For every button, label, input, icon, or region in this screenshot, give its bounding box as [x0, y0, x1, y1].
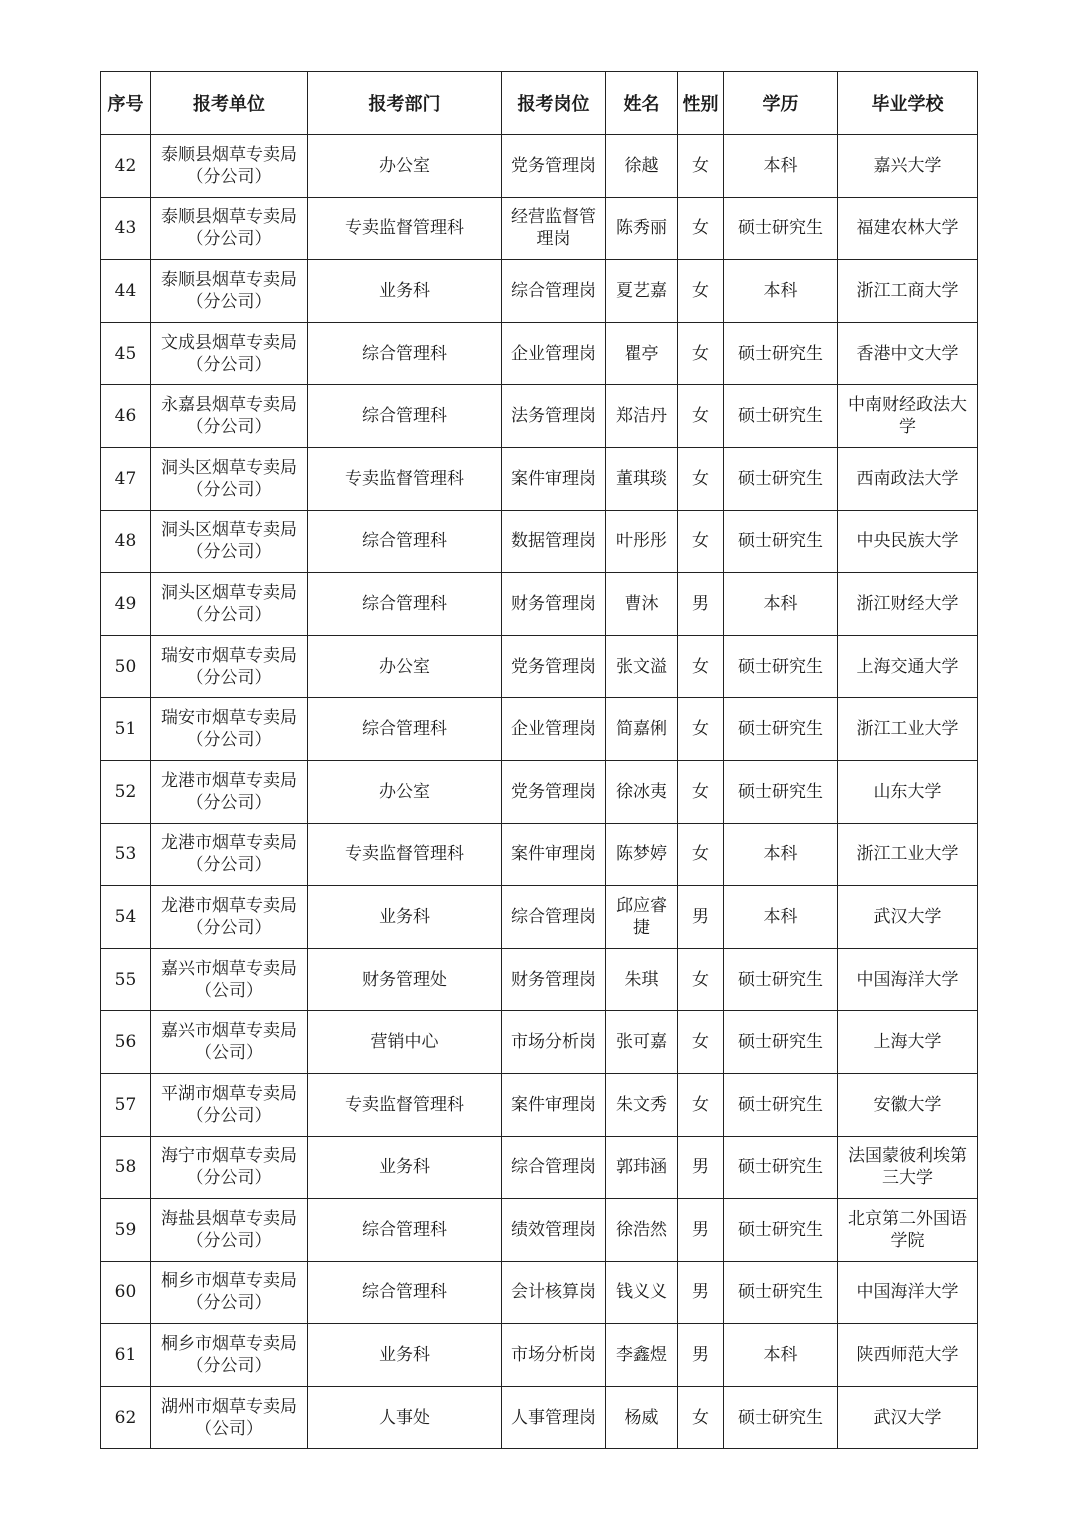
cell-no: 51	[101, 698, 151, 761]
table-row	[101, 1324, 978, 1387]
cell-department: 综合管理科	[308, 322, 502, 385]
table-row	[101, 1136, 978, 1199]
table-row	[101, 135, 978, 198]
cell-post: 市场分析岗	[502, 1324, 606, 1387]
cell-school: 香港中文大学	[838, 322, 978, 385]
cell-name: 郑洁丹	[606, 385, 678, 448]
cell-gender: 女	[678, 1073, 724, 1136]
table-row	[101, 1011, 978, 1074]
cell-post: 党务管理岗	[502, 635, 606, 698]
unit-name: 龙港市烟草专卖局	[161, 895, 297, 916]
cell-unit	[151, 322, 308, 385]
cell-school: 中央民族大学	[838, 510, 978, 573]
cell-post: 企业管理岗	[502, 322, 606, 385]
unit-name: 泰顺县烟草专卖局	[161, 144, 297, 165]
cell-no: 48	[101, 510, 151, 573]
table-row	[101, 1073, 978, 1136]
unit-branch: （分公司）	[186, 667, 272, 688]
cell-post: 会计核算岗	[502, 1261, 606, 1324]
cell-department: 综合管理科	[308, 1261, 502, 1324]
cell-school: 嘉兴大学	[838, 135, 978, 198]
cell-department: 业务科	[308, 1324, 502, 1387]
cell-education: 硕士研究生	[724, 635, 838, 698]
unit-branch: （公司）	[195, 1043, 263, 1064]
cell-no: 54	[101, 886, 151, 949]
cell-gender: 女	[678, 197, 724, 260]
cell-name: 李鑫煜	[606, 1324, 678, 1387]
cell-no: 60	[101, 1261, 151, 1324]
cell-education: 硕士研究生	[724, 1073, 838, 1136]
cell-department: 综合管理科	[308, 698, 502, 761]
cell-school: 法国蒙彼利埃第三大学	[838, 1136, 978, 1199]
unit-name: 龙港市烟草专卖局	[161, 770, 297, 791]
header-post: 报考岗位	[502, 72, 606, 135]
cell-name: 董琪琰	[606, 447, 678, 510]
cell-gender: 男	[678, 1136, 724, 1199]
cell-post: 党务管理岗	[502, 760, 606, 823]
table-row	[101, 1386, 978, 1449]
header-education: 学历	[724, 72, 838, 135]
cell-post: 综合管理岗	[502, 260, 606, 323]
cell-department: 人事处	[308, 1386, 502, 1449]
cell-school: 安徽大学	[838, 1073, 978, 1136]
cell-department: 综合管理科	[308, 385, 502, 448]
cell-no: 62	[101, 1386, 151, 1449]
unit-name: 洞头区烟草专卖局	[161, 520, 297, 541]
cell-post: 综合管理岗	[502, 1136, 606, 1199]
unit-branch: （公司）	[195, 1418, 263, 1439]
unit-name: 瑞安市烟草专卖局	[161, 645, 297, 666]
cell-name: 曹沐	[606, 573, 678, 636]
cell-name: 张文溢	[606, 635, 678, 698]
cell-unit	[151, 573, 308, 636]
unit-branch: （分公司）	[186, 291, 272, 312]
cell-gender: 女	[678, 135, 724, 198]
cell-education: 硕士研究生	[724, 948, 838, 1011]
cell-education: 硕士研究生	[724, 322, 838, 385]
cell-gender: 女	[678, 260, 724, 323]
unit-branch: （分公司）	[186, 730, 272, 751]
cell-gender: 女	[678, 385, 724, 448]
table-row	[101, 760, 978, 823]
cell-no: 43	[101, 197, 151, 260]
unit-name: 海盐县烟草专卖局	[161, 1208, 297, 1229]
unit-branch: （分公司）	[186, 417, 272, 438]
cell-unit	[151, 1136, 308, 1199]
cell-unit	[151, 1073, 308, 1136]
cell-unit	[151, 1386, 308, 1449]
cell-education: 本科	[724, 135, 838, 198]
cell-name: 陈梦婷	[606, 823, 678, 886]
cell-education: 硕士研究生	[724, 197, 838, 260]
cell-post: 经营监督管理岗	[502, 197, 606, 260]
cell-gender: 女	[678, 698, 724, 761]
cell-education: 本科	[724, 886, 838, 949]
cell-gender: 女	[678, 447, 724, 510]
cell-no: 58	[101, 1136, 151, 1199]
cell-school: 中国海洋大学	[838, 1261, 978, 1324]
cell-department: 业务科	[308, 1136, 502, 1199]
cell-department: 业务科	[308, 260, 502, 323]
cell-name: 徐冰夷	[606, 760, 678, 823]
recruitment-list-sheet	[100, 71, 977, 1449]
cell-no: 42	[101, 135, 151, 198]
unit-branch: （分公司）	[186, 542, 272, 563]
unit-branch: （分公司）	[186, 792, 272, 813]
cell-school: 北京第二外国语学院	[838, 1199, 978, 1262]
cell-no: 45	[101, 322, 151, 385]
table-row	[101, 385, 978, 448]
cell-post: 市场分析岗	[502, 1011, 606, 1074]
cell-department: 办公室	[308, 135, 502, 198]
cell-department: 综合管理科	[308, 1199, 502, 1262]
cell-school: 浙江工业大学	[838, 823, 978, 886]
unit-branch: （分公司）	[186, 166, 272, 187]
table-row	[101, 573, 978, 636]
unit-name: 文成县烟草专卖局	[161, 332, 297, 353]
table-row	[101, 886, 978, 949]
unit-branch: （分公司）	[186, 1356, 272, 1377]
cell-no: 61	[101, 1324, 151, 1387]
cell-gender: 女	[678, 510, 724, 573]
cell-department: 办公室	[308, 760, 502, 823]
table-row	[101, 698, 978, 761]
cell-post: 党务管理岗	[502, 135, 606, 198]
header-gender: 性别	[678, 72, 724, 135]
cell-school: 西南政法大学	[838, 447, 978, 510]
cell-school: 武汉大学	[838, 1386, 978, 1449]
cell-education: 硕士研究生	[724, 510, 838, 573]
cell-education: 硕士研究生	[724, 698, 838, 761]
cell-no: 46	[101, 385, 151, 448]
table-row	[101, 510, 978, 573]
unit-name: 嘉兴市烟草专卖局	[161, 1021, 297, 1042]
cell-unit	[151, 948, 308, 1011]
cell-unit	[151, 1199, 308, 1262]
cell-education: 本科	[724, 260, 838, 323]
cell-school: 武汉大学	[838, 886, 978, 949]
unit-name: 海宁市烟草专卖局	[161, 1146, 297, 1167]
unit-branch: （分公司）	[186, 479, 272, 500]
unit-name: 泰顺县烟草专卖局	[161, 269, 297, 290]
cell-no: 52	[101, 760, 151, 823]
cell-education: 硕士研究生	[724, 1136, 838, 1199]
table-row	[101, 197, 978, 260]
unit-name: 嘉兴市烟草专卖局	[161, 958, 297, 979]
cell-no: 53	[101, 823, 151, 886]
cell-unit	[151, 447, 308, 510]
header-no: 序号	[101, 72, 151, 135]
cell-education: 硕士研究生	[724, 1199, 838, 1262]
cell-education: 硕士研究生	[724, 760, 838, 823]
cell-unit	[151, 385, 308, 448]
cell-department: 财务管理处	[308, 948, 502, 1011]
cell-name: 朱琪	[606, 948, 678, 1011]
cell-unit	[151, 510, 308, 573]
unit-branch: （分公司）	[186, 1168, 272, 1189]
cell-department: 业务科	[308, 886, 502, 949]
cell-school: 上海交通大学	[838, 635, 978, 698]
table-row	[101, 823, 978, 886]
cell-unit	[151, 135, 308, 198]
cell-name: 张可嘉	[606, 1011, 678, 1074]
unit-name: 湖州市烟草专卖局	[161, 1396, 297, 1417]
cell-post: 案件审理岗	[502, 823, 606, 886]
unit-branch: （分公司）	[186, 1230, 272, 1251]
cell-no: 50	[101, 635, 151, 698]
table-header-row	[101, 72, 978, 135]
cell-education: 本科	[724, 1324, 838, 1387]
cell-school: 福建农林大学	[838, 197, 978, 260]
cell-no: 44	[101, 260, 151, 323]
unit-name: 永嘉县烟草专卖局	[161, 395, 297, 416]
unit-branch: （分公司）	[186, 354, 272, 375]
cell-school: 浙江工业大学	[838, 698, 978, 761]
cell-unit	[151, 698, 308, 761]
cell-school: 浙江工商大学	[838, 260, 978, 323]
cell-name: 徐浩然	[606, 1199, 678, 1262]
cell-gender: 女	[678, 1011, 724, 1074]
header-unit: 报考单位	[151, 72, 308, 135]
cell-name: 简嘉俐	[606, 698, 678, 761]
unit-branch: （分公司）	[186, 1105, 272, 1126]
unit-name: 桐乡市烟草专卖局	[161, 1271, 297, 1292]
cell-department: 综合管理科	[308, 573, 502, 636]
cell-post: 人事管理岗	[502, 1386, 606, 1449]
unit-name: 桐乡市烟草专卖局	[161, 1334, 297, 1355]
unit-branch: （分公司）	[186, 229, 272, 250]
cell-gender: 男	[678, 886, 724, 949]
table-row	[101, 635, 978, 698]
cell-name: 夏艺嘉	[606, 260, 678, 323]
cell-department: 专卖监督管理科	[308, 197, 502, 260]
cell-education: 本科	[724, 573, 838, 636]
cell-education: 硕士研究生	[724, 447, 838, 510]
cell-gender: 男	[678, 1324, 724, 1387]
cell-school: 浙江财经大学	[838, 573, 978, 636]
cell-post: 企业管理岗	[502, 698, 606, 761]
cell-post: 财务管理岗	[502, 948, 606, 1011]
cell-gender: 女	[678, 948, 724, 1011]
cell-unit	[151, 197, 308, 260]
cell-department: 专卖监督管理科	[308, 823, 502, 886]
unit-name: 龙港市烟草专卖局	[161, 833, 297, 854]
cell-school: 陕西师范大学	[838, 1324, 978, 1387]
cell-education: 硕士研究生	[724, 1386, 838, 1449]
cell-no: 57	[101, 1073, 151, 1136]
unit-name: 平湖市烟草专卖局	[161, 1083, 297, 1104]
cell-education: 硕士研究生	[724, 1261, 838, 1324]
cell-gender: 男	[678, 1199, 724, 1262]
cell-name: 钱义义	[606, 1261, 678, 1324]
header-name: 姓名	[606, 72, 678, 135]
cell-gender: 女	[678, 1386, 724, 1449]
unit-branch: （分公司）	[186, 917, 272, 938]
cell-post: 财务管理岗	[502, 573, 606, 636]
cell-education: 硕士研究生	[724, 1011, 838, 1074]
cell-post: 案件审理岗	[502, 447, 606, 510]
cell-name: 郭玮涵	[606, 1136, 678, 1199]
unit-name: 泰顺县烟草专卖局	[161, 207, 297, 228]
cell-gender: 男	[678, 573, 724, 636]
cell-no: 47	[101, 447, 151, 510]
cell-department: 专卖监督管理科	[308, 447, 502, 510]
cell-post: 绩效管理岗	[502, 1199, 606, 1262]
unit-name: 洞头区烟草专卖局	[161, 582, 297, 603]
cell-name: 陈秀丽	[606, 197, 678, 260]
table-row	[101, 1261, 978, 1324]
table-row	[101, 948, 978, 1011]
table-row	[101, 1199, 978, 1262]
cell-no: 59	[101, 1199, 151, 1262]
cell-department: 专卖监督管理科	[308, 1073, 502, 1136]
cell-unit	[151, 886, 308, 949]
cell-name: 叶彤彤	[606, 510, 678, 573]
cell-gender: 女	[678, 760, 724, 823]
cell-name: 杨威	[606, 1386, 678, 1449]
cell-department: 综合管理科	[308, 510, 502, 573]
cell-unit	[151, 823, 308, 886]
table-body	[101, 135, 978, 1449]
cell-school: 上海大学	[838, 1011, 978, 1074]
cell-department: 营销中心	[308, 1011, 502, 1074]
cell-school: 中南财经政法大学	[838, 385, 978, 448]
table-row	[101, 322, 978, 385]
cell-school: 山东大学	[838, 760, 978, 823]
header-department: 报考部门	[308, 72, 502, 135]
table-row	[101, 447, 978, 510]
unit-branch: （分公司）	[186, 1293, 272, 1314]
cell-gender: 女	[678, 635, 724, 698]
cell-education: 本科	[724, 823, 838, 886]
cell-gender: 女	[678, 322, 724, 385]
cell-unit	[151, 1324, 308, 1387]
cell-education: 硕士研究生	[724, 385, 838, 448]
cell-gender: 女	[678, 823, 724, 886]
cell-unit	[151, 1011, 308, 1074]
cell-department: 办公室	[308, 635, 502, 698]
cell-unit	[151, 635, 308, 698]
cell-name: 邱应睿捷	[606, 886, 678, 949]
cell-unit	[151, 760, 308, 823]
cell-post: 法务管理岗	[502, 385, 606, 448]
cell-gender: 男	[678, 1261, 724, 1324]
cell-name: 徐越	[606, 135, 678, 198]
unit-branch: （公司）	[195, 980, 263, 1001]
cell-post: 案件审理岗	[502, 1073, 606, 1136]
cell-no: 55	[101, 948, 151, 1011]
cell-no: 49	[101, 573, 151, 636]
header-school: 毕业学校	[838, 72, 978, 135]
unit-branch: （分公司）	[186, 855, 272, 876]
unit-branch: （分公司）	[186, 604, 272, 625]
cell-no: 56	[101, 1011, 151, 1074]
cell-unit	[151, 260, 308, 323]
cell-school: 中国海洋大学	[838, 948, 978, 1011]
cell-unit	[151, 1261, 308, 1324]
unit-name: 瑞安市烟草专卖局	[161, 708, 297, 729]
cell-post: 数据管理岗	[502, 510, 606, 573]
cell-name: 朱文秀	[606, 1073, 678, 1136]
unit-name: 洞头区烟草专卖局	[161, 457, 297, 478]
cell-name: 瞿亭	[606, 322, 678, 385]
candidate-table	[100, 71, 978, 1449]
table-row	[101, 260, 978, 323]
cell-post: 综合管理岗	[502, 886, 606, 949]
